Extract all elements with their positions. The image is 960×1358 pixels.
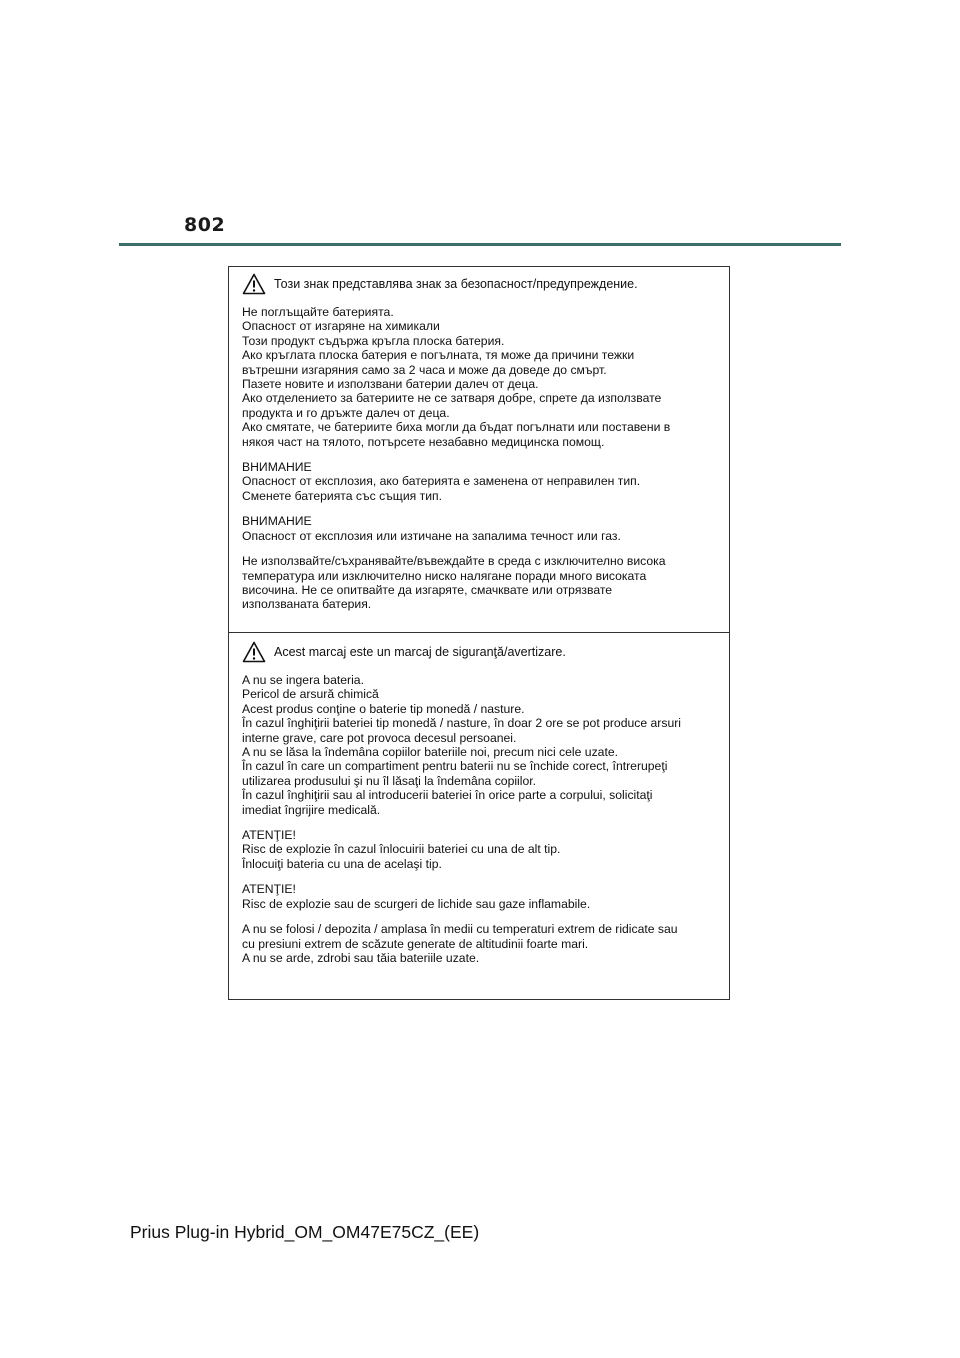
text-line: Опасност от експлозия, ако батерията е заменена от неправилен тип. [242, 474, 641, 489]
text-line: Pericol de arsură chimică [242, 687, 379, 702]
text-line: Не поглъщайте батерията. [242, 305, 394, 319]
text-line: Ако отделението за батериите не се затваря добре, спрете да използвате [242, 391, 662, 406]
bulgarian-heading-row [242, 271, 717, 297]
romanian-paragraph-1 [242, 673, 717, 817]
text-line: Опасност от изгаряне на химикали [242, 319, 440, 334]
bulgarian-heading: Този знак представлява знак за безопасност/предупреждение. [274, 277, 638, 291]
romanian-paragraph-3 [242, 882, 717, 911]
text-line: Ако кръглата плоска батерия е погълната, тя може да причини тежки [242, 348, 635, 363]
text-line: температура или изключително ниско налягане поради много високата [242, 568, 647, 583]
text-line: Пазете новите и използвани батерии далеч от деца. [242, 377, 539, 392]
text-line: În cazul înghiţirii sau al introducerii bateriei în orice parte a corpului, solicitaţi [242, 788, 653, 803]
text-line: вътрешни изгаряния само за 2 часа и може да доведе до смърт. [242, 362, 607, 377]
battery-warning-notice [228, 266, 730, 1000]
bulgarian-paragraph-2 [242, 460, 717, 503]
text-line: A nu se arde, zdrobi sau tăia bateriile uzate. [242, 950, 480, 965]
header-rule [119, 243, 841, 246]
text-line: Опасност от експлозия или изтичане на запалима течност или газ. [242, 528, 621, 543]
text-line: ВНИМАНИЕ [242, 460, 312, 475]
romanian-paragraph-4 [242, 922, 717, 965]
bulgarian-section [229, 271, 729, 612]
text-line: ATENŢIE! [242, 882, 296, 897]
bulgarian-paragraph-3 [242, 514, 717, 543]
romanian-heading: Acest marcaj este un marcaj de siguranţă/avertizare. [274, 645, 566, 659]
text-line: Risc de explozie în cazul înlocuirii bateriei cu una de alt tip. [242, 842, 561, 857]
text-line: În cazul înghiţirii bateriei tip monedă / nasture, în doar 2 ore se pot produce arsuri [242, 716, 681, 731]
romanian-section [229, 639, 729, 965]
text-line: A nu se folosi / depozita / amplasa în medii cu temperaturi extrem de ridicate sau [242, 922, 678, 937]
document-footer: Prius Plug-in Hybrid_OM_OM47E75CZ_(EE) [130, 1222, 480, 1242]
bulgarian-paragraph-1 [242, 305, 717, 449]
text-line: Înlocuiţi bateria cu una de acelaşi tip. [242, 856, 442, 871]
page-number: 802 [184, 214, 226, 236]
text-line: imediat îngrijire medicală. [242, 802, 381, 817]
text-line: ВНИМАНИЕ [242, 514, 312, 529]
text-line: ATENŢIE! [242, 828, 296, 843]
text-line: A nu se lăsa la îndemâna copiilor bateriile noi, precum nici cele uzate. [242, 745, 618, 760]
warning-triangle-icon [242, 641, 266, 663]
text-line: използваната батерия. [242, 597, 372, 612]
text-line: cu presiuni extrem de scăzute generate de altitudinii foarte mari. [242, 936, 589, 951]
text-line: Ако смятате, че батериите биха могли да бъдат погълнати или поставени в [242, 420, 671, 435]
text-line: продукта и го дръжте далеч от деца. [242, 405, 450, 420]
text-line: utilizarea produsului şi nu îl lăsaţi la îndemâna copiilor. [242, 773, 537, 788]
text-line: Risc de explozie sau de scurgeri de lichide sau gaze inflamabile. [242, 896, 591, 911]
text-line: Не използвайте/съхранявайте/въвеждайте в среда с изключително висока [242, 554, 666, 569]
text-line: Сменете батерията със същия тип. [242, 488, 442, 503]
text-line: A nu se ingera bateria. [242, 673, 364, 687]
section-divider [229, 632, 729, 633]
romanian-paragraph-2 [242, 828, 717, 871]
text-line: височина. Не се опитвайте да изгаряте, смачквате или отрязвате [242, 582, 613, 597]
bulgarian-paragraph-4 [242, 554, 717, 612]
text-line: Този продукт съдържа кръгла плоска батерия. [242, 333, 505, 348]
text-line: Acest produs conţine o baterie tip monedă / nasture. [242, 701, 525, 716]
text-line: interne grave, care pot provoca decesul persoanei. [242, 730, 517, 745]
text-line: În cazul în care un compartiment pentru baterii nu se închide corect, întrerupeţi [242, 759, 668, 774]
text-line: някоя част на тялото, потърсете незабавно медицинска помощ. [242, 434, 605, 449]
warning-triangle-icon [242, 273, 266, 295]
romanian-heading-row [242, 639, 717, 665]
